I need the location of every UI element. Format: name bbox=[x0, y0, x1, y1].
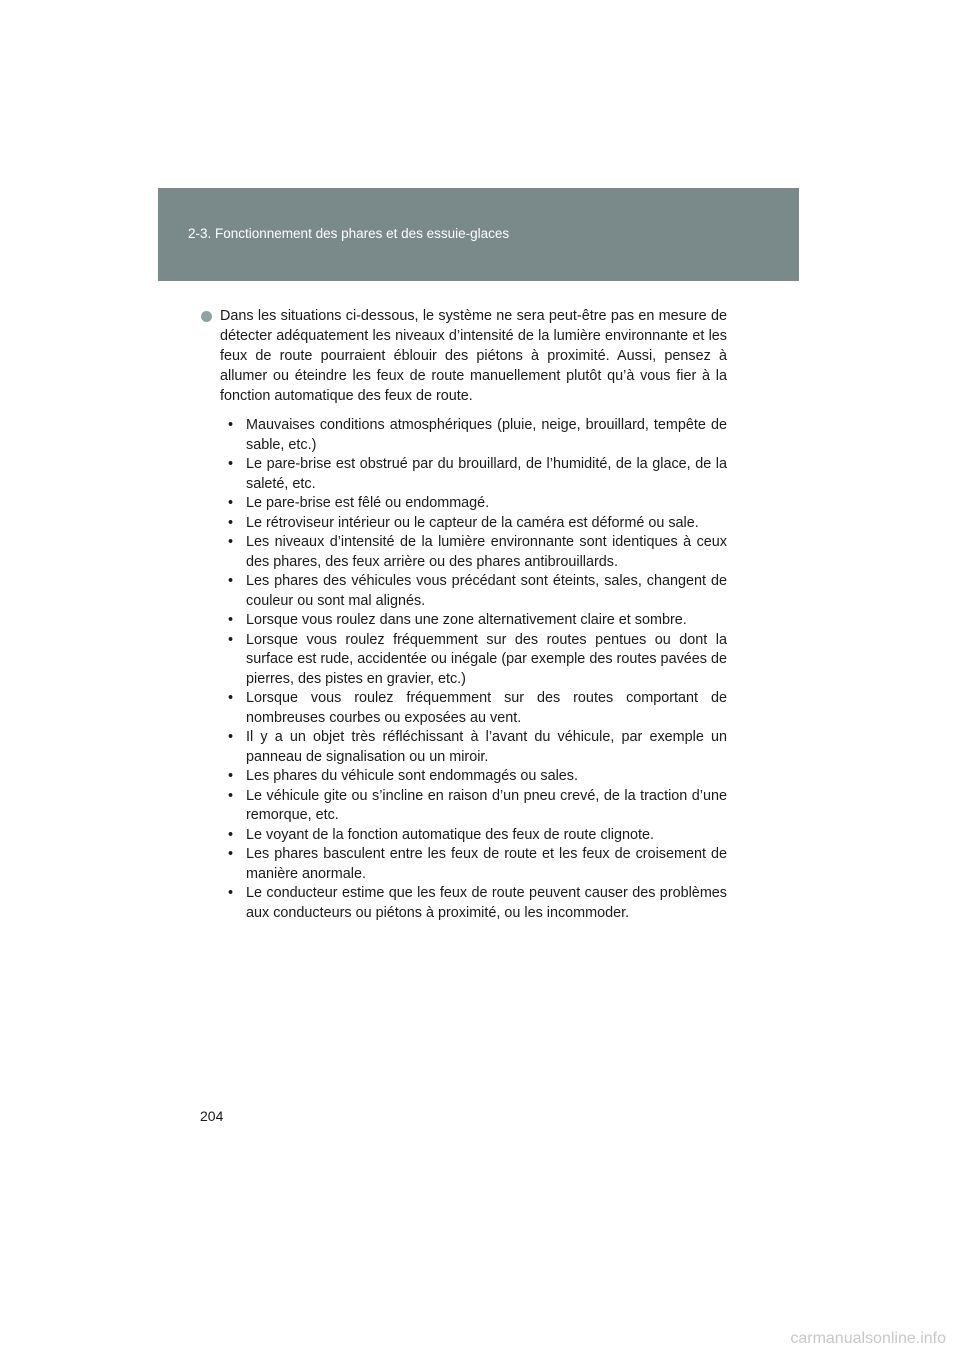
bullet-marker: • bbox=[228, 787, 234, 804]
lead-text: Dans les situations ci-dessous, le système ne sera peut-être pas en mesure de détecter adéquatement les niveaux d’intensité de la lumière environnante et les feux de route pourraient éblouir des piétons à proximité. Aussi, pensez à allumer ou éteindre les feux de route manuellement plutôt qu’à vous fier à la fonction automatique des feux de route. bbox=[220, 308, 727, 404]
bullet-marker: • bbox=[228, 495, 234, 511]
bullet-marker: • bbox=[228, 768, 234, 784]
list-item bbox=[228, 845, 727, 884]
bullet-marker: • bbox=[228, 417, 234, 433]
list-item bbox=[228, 494, 727, 514]
list-item-text: Le conducteur estime que les feux de route peuvent causer des problèmes aux conducteurs ou piétons à proximité, ou les incommoder. bbox=[246, 885, 727, 921]
list-item-text: Le véhicule gite ou s’incline en raison d’un pneu crevé, de la traction d’une remorque, etc. bbox=[246, 787, 727, 823]
list-item-text: Le pare-brise est obstrué par du brouillard, de l’humidité, de la glace, de la saleté, etc. bbox=[246, 456, 727, 492]
list-item-text: Les phares du véhicule sont endommagés ou sales. bbox=[246, 768, 578, 784]
list-item bbox=[228, 826, 727, 846]
list-item-text: Les niveaux d’intensité de la lumière environnante sont identiques à ceux des phares, des feux arrière ou des phares antibrouillards. bbox=[246, 534, 727, 570]
lead-paragraph bbox=[199, 306, 727, 406]
watermark[interactable]: carmanualsonline.info bbox=[790, 1330, 946, 1347]
page-number: 204 bbox=[200, 1108, 224, 1124]
list-item bbox=[228, 533, 727, 572]
list-item bbox=[228, 631, 727, 690]
list-item-text: Les phares basculent entre les feux de route et les feux de croisement de manière anormale. bbox=[246, 846, 727, 882]
list-item bbox=[228, 689, 727, 728]
bullet-marker: • bbox=[228, 846, 234, 862]
bullet-marker: • bbox=[228, 631, 234, 648]
bullet-marker: • bbox=[228, 690, 234, 706]
bullet-marker: • bbox=[228, 729, 234, 745]
bullet-marker: • bbox=[228, 573, 234, 589]
bullet-marker: • bbox=[228, 885, 234, 901]
list-item bbox=[228, 767, 727, 787]
bullet-marker: • bbox=[228, 456, 234, 472]
list-item bbox=[228, 416, 727, 455]
list-item bbox=[228, 514, 727, 534]
bullet-marker: • bbox=[228, 826, 234, 843]
bullet-marker: • bbox=[228, 514, 234, 531]
list-item-text: Le voyant de la fonction automatique des feux de route clignote. bbox=[246, 826, 655, 843]
list-item bbox=[228, 611, 727, 631]
condition-list bbox=[199, 416, 727, 923]
list-item bbox=[228, 728, 727, 767]
list-item bbox=[228, 787, 727, 826]
list-item-text: Mauvaises conditions atmosphériques (pluie, neige, brouillard, tempête de sable, etc.) bbox=[246, 417, 727, 453]
circle-bullet-icon bbox=[201, 311, 212, 322]
list-item-text: Il y a un objet très réfléchissant à l’avant du véhicule, par exemple un panneau de signalisation ou un miroir. bbox=[246, 729, 727, 765]
bullet-marker: • bbox=[228, 534, 234, 550]
list-item-text: Lorsque vous roulez fréquemment sur des routes comportant de nombreuses courbes ou exposées au vent. bbox=[246, 690, 727, 726]
list-item-text: Lorsque vous roulez fréquemment sur des routes pentues ou dont la surface est rude, accidentée ou inégale (par exemple des routes pavées de pierres, des pistes en gravier, etc.) bbox=[246, 631, 727, 687]
list-item-text: Le pare-brise est fêlé ou endommagé. bbox=[246, 495, 490, 511]
list-item bbox=[228, 572, 727, 611]
main-content bbox=[199, 306, 727, 923]
section-header-band bbox=[158, 188, 799, 281]
list-item bbox=[228, 455, 727, 494]
list-item bbox=[228, 884, 727, 923]
bullet-marker: • bbox=[228, 612, 234, 628]
list-item-text: Les phares des véhicules vous précédant sont éteints, sales, changent de couleur ou sont mal alignés. bbox=[246, 573, 727, 609]
list-item-text: Le rétroviseur intérieur ou le capteur de la caméra est déformé ou sale. bbox=[246, 514, 699, 531]
section-title: 2-3. Fonctionnement des phares et des essuie-glaces bbox=[188, 226, 510, 241]
list-item-text: Lorsque vous roulez dans une zone alternativement claire et sombre. bbox=[246, 612, 687, 628]
